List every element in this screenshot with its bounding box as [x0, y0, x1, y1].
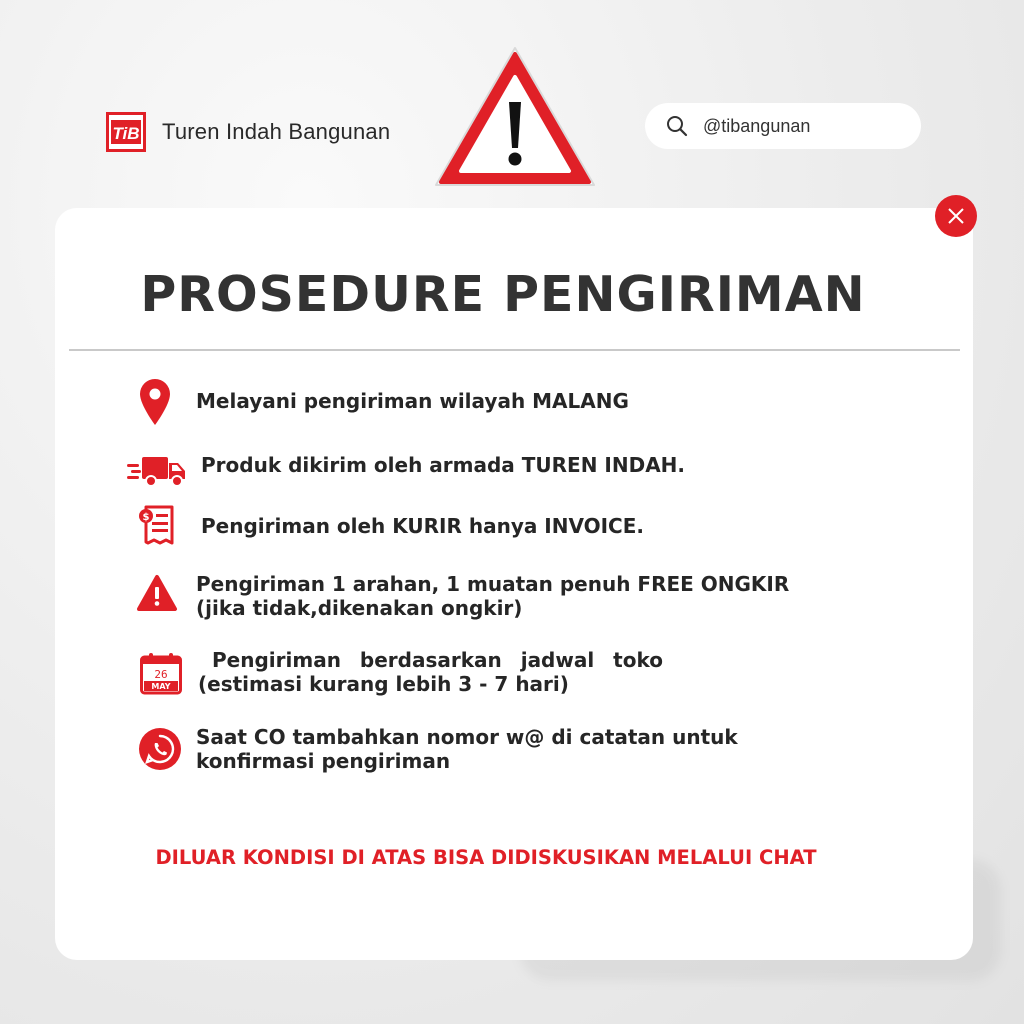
svg-text:TiB: TiB	[112, 124, 140, 143]
close-icon	[944, 204, 968, 228]
svg-text:MAY: MAY	[151, 682, 171, 691]
calendar-icon	[140, 653, 182, 695]
search-handle: @tibangunan	[703, 115, 811, 136]
item-text: Produk dikirim oleh armada TUREN INDAH.	[201, 453, 686, 477]
brand	[106, 112, 390, 152]
svg-text:26: 26	[154, 668, 168, 681]
brand-name: Turen Indah Bangunan	[162, 119, 391, 144]
brand-logo	[106, 112, 146, 152]
warning-triangle-icon	[432, 44, 598, 190]
item-text: Melayani pengiriman wilayah MALANG	[196, 389, 629, 413]
footer-note: DILUAR KONDISI DI ATAS BISA DIDISKUSIKAN MELALUI CHAT	[155, 846, 817, 869]
invoice-icon	[138, 505, 176, 545]
item-text: Pengiriman oleh KURIR hanya INVOICE.	[201, 514, 644, 538]
svg-text:$: $	[142, 512, 150, 523]
delivery-truck-icon	[127, 452, 187, 488]
divider	[69, 349, 960, 351]
page-title: PROSEDURE PENGIRIMAN	[140, 266, 866, 323]
item-text: Pengiriman berdasarkan jadwal toko (estimasi kurang lebih 3 - 7 hari)	[198, 648, 663, 696]
close-button[interactable]	[935, 195, 977, 237]
location-pin-icon	[138, 378, 172, 426]
search-icon	[665, 114, 689, 138]
warning-icon	[136, 574, 178, 612]
item-text: Pengiriman 1 arahan, 1 muatan penuh FREE ONGKIR (jika tidak,dikenakan ongkir)	[196, 572, 790, 620]
search-bar[interactable]	[645, 103, 921, 149]
item-text: Saat CO tambahkan nomor w@ di catatan untuk konfirmasi pengiriman	[196, 725, 738, 773]
whatsapp-icon	[138, 727, 182, 771]
